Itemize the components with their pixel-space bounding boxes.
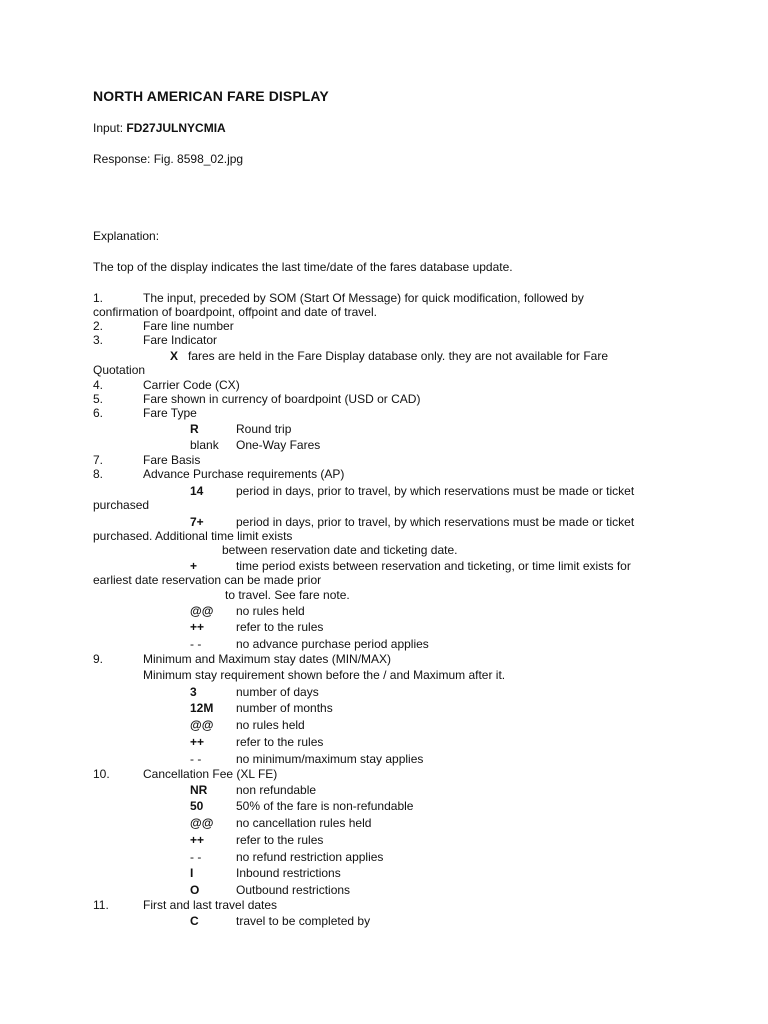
input-label: Input: [93,121,127,135]
code-description: no rules held [236,604,305,618]
code-value: ++ [190,833,205,847]
list-item [0,333,768,347]
code-description: no rules held [236,718,305,732]
code-value: @@ [190,604,214,618]
list-item [0,291,768,305]
code-value: ++ [190,620,205,634]
code-description: travel to be completed by [236,914,371,928]
code-row [0,484,768,498]
code-value: O [190,883,200,897]
code-value: 12M [190,701,214,715]
code-description: refer to the rules [236,620,324,634]
code-description: refer to the rules [236,833,324,847]
item-number: 11. [93,898,109,912]
code-row [0,620,768,634]
code-row [0,735,768,749]
code-row [0,850,768,864]
item-number: 5. [93,392,104,406]
item-text: First and last travel dates [143,898,278,912]
code-description: Outbound restrictions [236,883,351,897]
code-description: Round trip [236,422,292,436]
code-row [0,637,768,651]
code-row [0,799,768,813]
code-value: 50 [190,799,204,813]
code-description: period in days, prior to travel, by which reservations must be made or ticket [236,515,635,529]
code-row [0,701,768,715]
code-row [0,752,768,766]
code-description-continued: purchased. Additional time limit exists [93,529,293,543]
code-value: 7+ [190,515,204,529]
code-description-continued: Quotation [93,363,146,377]
code-description-continued: between reservation date and ticketing date. [222,543,458,557]
code-description-continued: purchased [93,498,150,512]
code-value: @@ [190,718,214,732]
code-description: 50% of the fare is non-refundable [236,799,414,813]
code-row [0,604,768,618]
item-text: Fare Type [143,406,197,420]
item-text: Fare Basis [143,453,201,467]
list-item [0,767,768,781]
code-row [0,515,768,529]
code-value: - - [190,752,202,766]
list-item [0,467,768,481]
code-row [0,833,768,847]
item-text: Minimum and Maximum stay dates (MIN/MAX) [143,652,392,666]
code-row [0,559,768,573]
list-item [0,652,768,666]
code-row [0,914,768,928]
code-description: fares are held in the Fare Display database only. they are not available for Fare [188,349,609,363]
code-description: no advance purchase period applies [236,637,429,651]
page-title: NORTH AMERICAN FARE DISPLAY [93,88,329,104]
item-number: 6. [93,406,104,420]
code-value: NR [190,783,208,797]
item-number: 10. [93,767,110,781]
input-line [93,121,226,135]
list-item [0,898,768,912]
item-text: Carrier Code (CX) [143,378,240,392]
code-row [0,718,768,732]
code-description: time period exists between reservation and ticketing, or time limit exists for [236,559,631,573]
list-item [0,406,768,420]
code-row [0,422,768,436]
code-value: blank [190,438,219,452]
code-value: - - [190,637,202,651]
list-item [0,378,768,392]
code-row [0,883,768,897]
item-number: 2. [93,319,104,333]
input-value: FD27JULNYCMIA [126,121,226,135]
code-value: I [190,866,194,880]
code-row [0,866,768,880]
code-value: 14 [190,484,204,498]
item-subtext: Minimum stay requirement shown before the / and Maximum after it. [143,668,506,682]
item-text: The input, preceded by SOM (Start Of Message) for quick modification, followed by [143,291,584,305]
item-number: 1. [93,291,104,305]
code-description: number of months [236,701,333,715]
code-value: 3 [190,685,197,699]
item-number: 8. [93,467,104,481]
code-value: @@ [190,816,214,830]
code-description: no refund restriction applies [236,850,384,864]
code-description: period in days, prior to travel, by which reservations must be made or ticket [236,484,635,498]
code-description: number of days [236,685,319,699]
item-number: 9. [93,652,104,666]
code-description: no cancellation rules held [236,816,372,830]
code-value: R [190,422,199,436]
list-item [0,453,768,467]
item-text: Fare line number [143,319,234,333]
code-value: - - [190,850,202,864]
response-line: Response: Fig. 8598_02.jpg [93,152,244,166]
code-description-continued: to travel. See fare note. [225,588,350,602]
code-row [0,438,768,452]
code-value: X [170,349,179,363]
code-row [0,349,768,363]
list-item [0,319,768,333]
item-text: Fare Indicator [143,333,218,347]
item-number: 4. [93,378,104,392]
code-description: Inbound restrictions [236,866,341,880]
code-row [0,816,768,830]
code-description: One-Way Fares [236,438,321,452]
code-row [0,783,768,797]
code-row [0,685,768,699]
code-description: refer to the rules [236,735,324,749]
code-description: non refundable [236,783,317,797]
explanation-label: Explanation: [93,229,160,243]
item-text-continued: confirmation of boardpoint, offpoint and date of travel. [93,305,377,319]
item-number: 7. [93,453,104,467]
code-value: C [190,914,199,928]
code-value: ++ [190,735,205,749]
code-value: + [190,559,198,573]
code-description-continued: earliest date reservation can be made prior [93,573,322,587]
intro-text: The top of the display indicates the last time/date of the fares database update. [93,260,513,274]
item-number: 3. [93,333,104,347]
item-text: Fare shown in currency of boardpoint (USD or CAD) [143,392,421,406]
list-item [0,392,768,406]
item-text: Advance Purchase requirements (AP) [143,467,345,481]
item-text: Cancellation Fee (XL FE) [143,767,278,781]
code-description: no minimum/maximum stay applies [236,752,424,766]
